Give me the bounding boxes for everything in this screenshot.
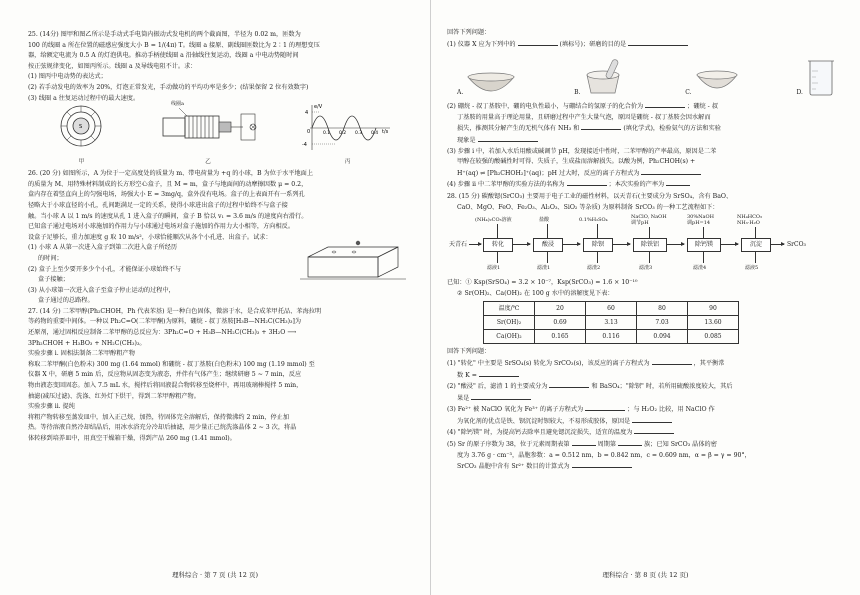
flow-arrow bbox=[612, 244, 630, 245]
q28-text: 回答下列问题： bbox=[447, 348, 491, 356]
q28-2-line bbox=[447, 381, 836, 392]
apparatus-options bbox=[457, 53, 836, 97]
answer-blank[interactable] bbox=[634, 427, 674, 434]
answer-blank[interactable] bbox=[585, 404, 625, 411]
flow-connector bbox=[597, 251, 598, 263]
question-26 bbox=[28, 169, 414, 306]
flow-arrow bbox=[770, 244, 784, 245]
answer-blank[interactable] bbox=[549, 381, 589, 388]
origin-label: 0 bbox=[306, 128, 310, 135]
flow-arrow bbox=[469, 244, 481, 245]
answer-blank[interactable] bbox=[628, 39, 688, 46]
page-footer: 理科综合 · 第 7 页 (共 12 页) bbox=[171, 571, 258, 579]
generator-coil-diagram bbox=[153, 102, 263, 154]
q26-line: (2) 盒子上至少要开多少个小孔，才能保证小球始终不与 bbox=[28, 265, 182, 273]
flow-start-label: 天青石 bbox=[449, 241, 468, 249]
table-cell: 0.165 bbox=[535, 330, 586, 344]
q28-4-line bbox=[447, 427, 836, 438]
reagent-label: 30%NaOH 调pH=14 bbox=[687, 214, 714, 227]
q27-remaining bbox=[447, 101, 836, 190]
figure-caption: 甲 bbox=[78, 158, 85, 165]
figure-caption: 丙 bbox=[344, 158, 351, 165]
q27-text: 甲醇在较强的酸碱性时可得、失质子，生成盐而溶解损失。以酸为例，Ph₂CHOH(s) + bbox=[457, 158, 696, 166]
option-a bbox=[457, 67, 516, 97]
table-header-cell: 温度/℃ bbox=[484, 302, 535, 316]
crucible-dish-icon bbox=[695, 67, 739, 97]
q27-text: 损失，推测其分解产生的无机气体有 NH₃ 和 bbox=[457, 125, 580, 133]
q25-line: 器，给额定电流为 0.5 A 的灯泡供电。推动手柄使线圈 a 沿轴线往复运动，线圈 a 中电动势随时间 bbox=[28, 52, 299, 60]
q28-text: SrCO₃ 晶胞中含有 Sr²⁺ 数目的计算式为 bbox=[457, 463, 570, 471]
table-cell: 7.03 bbox=[637, 316, 688, 330]
q27-line: 还原剂，通过固相反应制备二苯甲醇的总反应为：3Ph₂C=O + H₃B—NH₂C(CH₃)₃ + 3H₂O ⟶ bbox=[28, 329, 297, 337]
q26-line: 径略大于小球直径的小孔，孔间距满足一定的关系，使得小球进出盒子的过程中始终不与盒子接 bbox=[28, 201, 288, 209]
question-25 bbox=[28, 30, 414, 103]
answer-blank[interactable] bbox=[518, 39, 558, 46]
left-column bbox=[28, 30, 414, 445]
q25-line: 25. (14分) 图甲和图乙所示是手动式手电筒内振动式发电机的两个截面图，半径为 0.02 m，匝数为 bbox=[28, 31, 301, 38]
q27-2-line bbox=[447, 123, 836, 134]
q26-line: 触。当小球 A 以 1 m/s 的速度从孔 1 进入盒子的瞬间，盒子 B 恰以 v₁ = 3.6 m/s 的速度向右滑行。 bbox=[28, 212, 308, 220]
table-cell: Ca(OH)₂ bbox=[484, 330, 535, 344]
answer-blank[interactable] bbox=[572, 439, 596, 446]
q27-text: (2) 硼烷 - 叔丁基胺中，硼的电负性最小，与硼结合的氢原子的化合价为 bbox=[447, 103, 644, 111]
q26-line: 设盒子足够长，重力加速度 g 取 10 m/s²，小球恰能顺次从各个小孔进、出盒子。试求： bbox=[28, 233, 272, 241]
q26-line: 26. (20 分) 如图所示，A 为位于一定高度处的质量为 m、带电荷量为 +q 的小球，B 为位于水平地面上 bbox=[28, 170, 314, 178]
question-27 bbox=[28, 307, 414, 444]
q28-text: ；与 H₂O₂ 比较，用 NaClO 作 bbox=[627, 406, 715, 414]
table-header-cell: 60 bbox=[586, 302, 637, 316]
reagent-label: NaClO, NaOH 调节pH bbox=[631, 214, 667, 227]
q27-line: 等药物的重要中间体。一种以 Ph₂C=O(二苯甲酮)为原料，硼烷 - 叔丁基胺[H₃B—NH₂C(CH₃)₃]为 bbox=[28, 318, 302, 326]
figure-bing bbox=[300, 102, 396, 167]
waste-label: 滤液1 bbox=[487, 265, 501, 272]
q25-line: 100 的线圈 a 所在位置的磁感应强度大小 B = 1/(4π) T。线圈 a 接原、副线圈匝数比为 2∶1 的理想变压 bbox=[28, 41, 320, 49]
q27-1-text: (1) 仪器 X 应为下列中的 bbox=[447, 40, 516, 48]
reagent-label: (NH₄)₂CO₃溶液 bbox=[475, 217, 512, 224]
flow-step-remove-barium: 除钡 bbox=[583, 238, 613, 252]
mortar-and-pestle-icon bbox=[583, 57, 627, 97]
evaporating-dish-icon bbox=[466, 67, 516, 97]
table-cell: 0.69 bbox=[535, 316, 586, 330]
flow-connector bbox=[703, 227, 704, 238]
waste-label: 滤液5 bbox=[745, 265, 759, 272]
answer-blank[interactable] bbox=[478, 135, 538, 142]
q27-line: 物由液态变回固态。加入 7.5 mL 水，搅拌后将固液混合物转移至烧杯中，再用玻璃棒搅拌 5 min， bbox=[28, 382, 303, 390]
answer-blank[interactable] bbox=[645, 101, 685, 108]
q28-text: 和 BaSO₄；"除钡" 时，若所用硫酸浓度较大，其后 bbox=[591, 383, 733, 391]
t-tick-label: 0.3 bbox=[354, 130, 362, 136]
q27-line: 实验步骤 i. 固相法制备二苯甲醇粗产物 bbox=[28, 350, 135, 358]
table-header-row bbox=[484, 302, 739, 316]
q27-2-line bbox=[447, 101, 836, 112]
flow-end-label: SrCO₃ bbox=[787, 241, 806, 249]
figure-jia bbox=[46, 102, 116, 167]
waste-label: 滤渣4 bbox=[693, 265, 707, 272]
q27-1b-text: (填标号)；研磨的目的是 bbox=[559, 40, 627, 48]
beaker-icon bbox=[806, 57, 836, 97]
flow-connector bbox=[649, 227, 650, 238]
q28-text: (2) "酸浸" 后，滤渣 1 的主要成分为 bbox=[447, 383, 548, 391]
flow-arrow bbox=[720, 244, 738, 245]
reagent-label: 盐酸 bbox=[539, 217, 550, 224]
q27-text: ；本次实验的产率为 bbox=[608, 181, 665, 189]
q28-5-line bbox=[447, 439, 836, 450]
q26-line: 盒子接触； bbox=[38, 276, 69, 284]
flow-connector bbox=[497, 251, 498, 263]
q26-line: (3) 从小球第一次进入盒子至盒子停止运动的过程中， bbox=[28, 286, 175, 294]
coil-label: 线圈a bbox=[170, 100, 184, 107]
flow-connector bbox=[703, 251, 704, 263]
table-header-cell: 90 bbox=[688, 302, 739, 316]
answer-blank[interactable] bbox=[641, 168, 701, 175]
option-b bbox=[574, 57, 627, 97]
reagent-label: NH₄HCO₃ NH₃·H₂O bbox=[737, 214, 763, 227]
q25-line: (3) 线圈 a 往复运动过程中的最大速度。 bbox=[28, 94, 140, 102]
page-footer: 理科综合 · 第 8 页 (共 12 页) bbox=[602, 571, 689, 579]
q27-line: 体转移到培养皿中，用真空干燥箱干燥，得到产品 260 mg (1.41 mmol)。 bbox=[28, 435, 236, 442]
right-page bbox=[431, 0, 860, 595]
option-label: B. bbox=[574, 88, 581, 96]
answer-blank[interactable] bbox=[666, 179, 690, 186]
t-tick-label: 0.4 bbox=[370, 130, 378, 136]
q25-line: (1) 图丙中电动势的表达式； bbox=[28, 73, 107, 81]
q27-text: ；硼烷 - 叔 bbox=[687, 103, 718, 111]
option-label: C. bbox=[685, 88, 692, 96]
flow-arrow bbox=[562, 244, 580, 245]
flow-step-remove-fe-al: 除铁铝 bbox=[633, 238, 667, 252]
q28-text: (1) "转化" 中主要是 SrSO₄(s) 转化为 SrCO₃(s)，该反应的离子方程式为 bbox=[447, 359, 650, 367]
table-cell: Sr(OH)₂ bbox=[484, 316, 535, 330]
known-line: 已知：① Ksp(SrSO₄) = 3.2 × 10⁻⁷，Ksp(SrCO₃) = 1.6 × 10⁻¹⁰ bbox=[447, 279, 638, 287]
table-row bbox=[484, 316, 739, 330]
answer-blank[interactable] bbox=[618, 439, 642, 446]
answer-blank[interactable] bbox=[471, 393, 531, 400]
answer-intro: 回答下列问题： bbox=[447, 29, 491, 36]
q28-text: 果是 bbox=[457, 394, 470, 402]
figure-caption: 乙 bbox=[205, 158, 211, 165]
q27-text: (填化学式)，检验氨气的方法和实验 bbox=[623, 125, 721, 133]
flow-step-acid-leach: 酸浸 bbox=[533, 238, 563, 252]
q28-3-line bbox=[447, 416, 836, 427]
q28-text: (3) Fe²⁺ 被 NaClO 氧化为 Fe³⁺ 的离子方程式为 bbox=[447, 406, 584, 414]
waste-label: 滤渣1 bbox=[537, 265, 551, 272]
process-flow-diagram bbox=[447, 214, 836, 276]
q25-line: 按正弦规律变化，如图丙所示。线圈 a 及导线电阻不计。求： bbox=[28, 62, 197, 70]
table-cell: 0.094 bbox=[637, 330, 688, 344]
figure-yi bbox=[153, 102, 263, 167]
answer-blank[interactable] bbox=[567, 179, 607, 186]
waste-label: 滤渣2 bbox=[587, 265, 601, 272]
table-cell: 13.60 bbox=[688, 316, 739, 330]
table-header-cell: 20 bbox=[535, 302, 586, 316]
table-cell: 0.116 bbox=[586, 330, 637, 344]
q26-line: 的质量为 M、用特殊材料制成的长方形空心盒子，且 M = m，盒子与地面间的动摩擦因数 μ = 0.2， bbox=[28, 180, 308, 188]
q27-line: 3Ph₂CHOH + H₃BO₃ + NH₂C(CH₃)₃。 bbox=[28, 339, 146, 347]
q28-text: ，其平衡常 bbox=[693, 359, 725, 367]
q27-line: 称取二苯甲酮(白色粉末) 300 mg (1.64 mmol) 和硼烷 - 叔丁基胺(白色粉末) 100 mg (1.19 mmol) 至 bbox=[28, 360, 315, 368]
solubility-table bbox=[483, 301, 739, 344]
flow-connector bbox=[649, 251, 650, 263]
q27-text: (4) 步骤 ii 中二苯甲醇的实验方法的名称为 bbox=[447, 181, 565, 189]
q28-text: 周期第 bbox=[597, 441, 617, 449]
answer-blank[interactable] bbox=[479, 370, 519, 377]
q26-line: 盒子通过的总路程。 bbox=[38, 297, 94, 305]
q25-line: (2) 若手动发电的效率为 20%，灯泡正常发光，手动做功的平均功率是多少；(结果保留 2 位有效数字) bbox=[28, 83, 309, 91]
q27-3-line bbox=[447, 168, 836, 179]
t-tick-label: 0.2 bbox=[338, 130, 346, 136]
q27-text: (3) 步骤 i 中，若加入水后用酸或碱调节 pH，发现接近中性时，二苯甲醇的产率最高，原因是二苯 bbox=[447, 147, 717, 155]
t-axis-label: t/s bbox=[381, 128, 388, 135]
q27-text: 丁基胺的用量高于理论用量，且研磨过程中产生大量气泡，原因是硼烷 - 叔丁基胺会因水解而 bbox=[457, 113, 711, 121]
q28-line: 28. (15 分) 碳酸锶(SrCO₃) 主要用于电子工业的磁性材料，以天青石(主要成分为 SrSO₄，含有 BaO、 bbox=[447, 192, 733, 200]
q28-text: (4) "除钙镁" 时，为提高钙去除率且避免锶沉淀损失，适宜的温度为 bbox=[447, 429, 633, 437]
flow-arrow bbox=[666, 244, 684, 245]
q28-2-line bbox=[447, 393, 836, 404]
generator-cross-section-diagram bbox=[46, 102, 116, 154]
q26-line: 的时间； bbox=[38, 254, 63, 262]
q28-text: 数 K = bbox=[457, 371, 477, 379]
flow-connector bbox=[755, 227, 756, 238]
option-c bbox=[685, 67, 738, 97]
option-label: D. bbox=[796, 88, 803, 96]
e-max-label: 4 bbox=[304, 109, 308, 116]
q27-line: 抽滤(减压过滤)、洗涤、红外灯下烘干，得到二苯甲醇粗产物。 bbox=[28, 392, 200, 400]
e-axis-label: e/V bbox=[313, 103, 322, 110]
flow-step-precipitation: 沉淀 bbox=[741, 238, 771, 252]
flow-connector bbox=[547, 224, 548, 238]
option-label: A. bbox=[457, 88, 464, 96]
box-and-ball-diagram bbox=[298, 239, 408, 283]
waste-label: 滤渣3 bbox=[639, 265, 653, 272]
flow-connector bbox=[755, 251, 756, 263]
e-min-label: -4 bbox=[301, 141, 307, 148]
svg-text:S: S bbox=[79, 123, 83, 130]
reagent-label: 0.1%H₂SO₄ bbox=[579, 217, 608, 224]
q28-3-line bbox=[447, 404, 836, 415]
q27-2-line bbox=[447, 135, 836, 146]
q28-questions bbox=[447, 347, 836, 472]
q25-figures bbox=[28, 100, 414, 167]
flow-connector bbox=[547, 251, 548, 263]
flow-step-remove-ca-mg: 除钙镁 bbox=[687, 238, 721, 252]
q27-part1 bbox=[447, 39, 836, 50]
table-header-cell: 80 bbox=[637, 302, 688, 316]
question-28 bbox=[447, 192, 836, 212]
q28-line: CaO、MgO、FeO、Fe₂O₃、Al₂O₃、SiO₂ 等杂质) 为原料制备 SrCO₃ 的一种工艺流程如下： bbox=[457, 203, 719, 211]
q27-line: 仪器 X 中，研磨 5 min 后，反应物从固态变为液态，并伴有气体产生；继续研磨 5 ~ 7 min，反应 bbox=[28, 371, 302, 379]
q27-line: 实验步骤 ii. 提纯 bbox=[28, 403, 75, 411]
q27-line: 27. (14 分) 二苯甲醇(Ph₂CHOH，Ph 代表苯基) 是一种白色固体，微溶于水，是合成苯甲托品、苯海拉明 bbox=[28, 307, 322, 315]
q27-line: 将粗产物转移至蒸发皿中，加入正己烷，加热，待固体完全溶解后，保持微沸约 2 min，停止加 bbox=[28, 413, 290, 421]
t-tick-label: 0.1 bbox=[322, 130, 330, 136]
q28-1-line bbox=[447, 358, 836, 369]
q27-text: 现象是 bbox=[457, 136, 476, 144]
q28-text: (5) Sr 的原子序数为 38，位于元素周期表第 bbox=[447, 441, 570, 449]
q26-line: 盒内存在着竖直向上的匀强电场，场强大小 E = 3mg/q，盒外没有电场。盒子的上表面开有一系列孔 bbox=[28, 191, 305, 199]
answer-blank[interactable] bbox=[581, 123, 621, 130]
q27-4-line bbox=[447, 179, 836, 190]
q26-line: 已知盒子通过电场对小球施加的作用力与小球通过电场对盒子施加的作用力大小相等，方向相反。 bbox=[28, 223, 295, 231]
q28-text: 度为 3.76 g · cm⁻³，晶胞参数：a = 0.512 nm，b = 0.842 nm，c = 0.609 nm，α = β = γ = 90°， bbox=[457, 451, 751, 459]
q27-line: 热。等待溶液自然冷却结晶后，用冰水浴充分冷却后抽滤，用少量正己烷洗涤晶体 2 ~ 3 次，将晶 bbox=[28, 424, 297, 432]
table-row bbox=[484, 330, 739, 344]
answer-blank[interactable] bbox=[652, 358, 692, 365]
answer-blank[interactable] bbox=[632, 416, 672, 423]
q26-line: (1) 小球 A 从第一次进入盒子到第二次进入盒子所经历 bbox=[28, 244, 178, 252]
table-cell: 0.085 bbox=[688, 330, 739, 344]
option-d bbox=[796, 57, 836, 97]
flow-arrow bbox=[512, 244, 530, 245]
table-cell: 3.13 bbox=[586, 316, 637, 330]
flow-connector bbox=[597, 224, 598, 238]
q27-text: H⁺(aq) ⇌ [Ph₂CHOH₂]⁺(aq)；pH 过大时，反应的离子方程式为 bbox=[457, 169, 640, 177]
emf-sine-graph bbox=[300, 102, 396, 154]
known-line: ② Sr(OH)₂、Ca(OH)₂ 在 100 g 水中的溶解度见下表： bbox=[457, 289, 614, 297]
flow-step-conversion: 转化 bbox=[483, 238, 513, 252]
right-column bbox=[447, 28, 836, 473]
q28-5-line bbox=[447, 461, 836, 472]
q28-text: 族；已知 SrCO₃ 晶体的密 bbox=[643, 441, 717, 449]
q28-text: 为氧化剂的优点是铁、钡沉淀时钡较大，不易形成胶体，原因是 bbox=[457, 417, 631, 425]
answer-blank[interactable] bbox=[572, 461, 632, 468]
flow-connector bbox=[497, 224, 498, 238]
q28-1-line bbox=[447, 370, 836, 381]
